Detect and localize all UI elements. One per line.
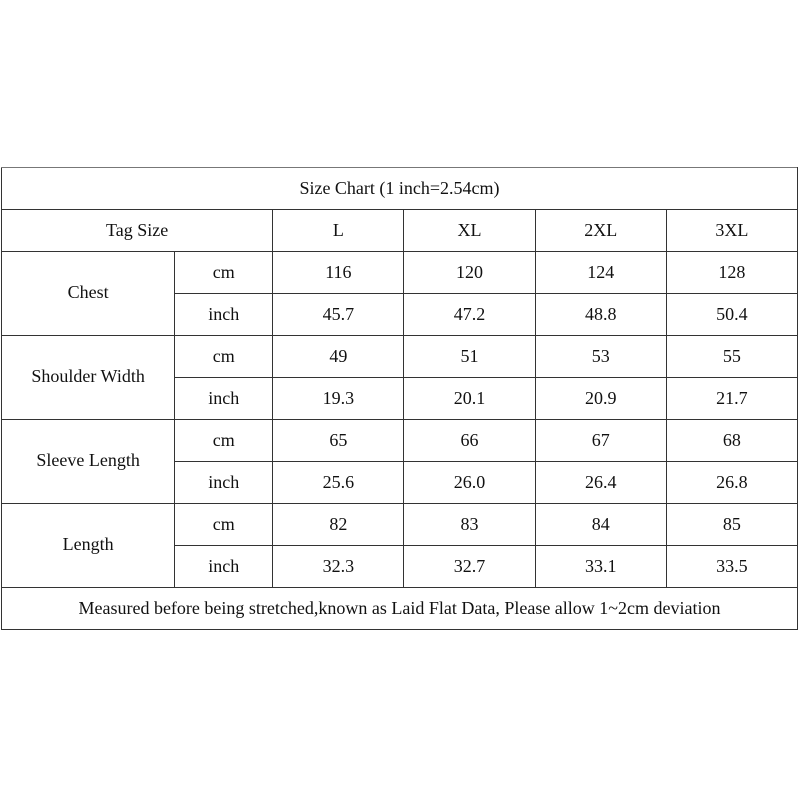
measurement-value: 48.8 xyxy=(535,294,666,336)
measurement-value: 50.4 xyxy=(666,294,797,336)
size-header: L xyxy=(273,210,404,252)
measurement-name: Sleeve Length xyxy=(2,420,175,504)
unit-label: inch xyxy=(175,294,273,336)
footer-note: Measured before being stretched,known as Laid Flat Data, Please allow 1~2cm deviation xyxy=(2,588,798,630)
length-cm-row xyxy=(2,504,798,546)
measurement-value: 55 xyxy=(666,336,797,378)
footer-row xyxy=(2,588,798,630)
shoulder-width-cm-row xyxy=(2,336,798,378)
title-row xyxy=(2,168,798,210)
size-header: 3XL xyxy=(666,210,797,252)
header-row xyxy=(2,210,798,252)
size-header: 2XL xyxy=(535,210,666,252)
unit-label: inch xyxy=(175,546,273,588)
size-header: XL xyxy=(404,210,535,252)
measurement-value: 116 xyxy=(273,252,404,294)
measurement-value: 85 xyxy=(666,504,797,546)
measurement-value: 19.3 xyxy=(273,378,404,420)
unit-label: inch xyxy=(175,378,273,420)
measurement-value: 124 xyxy=(535,252,666,294)
unit-label: cm xyxy=(175,252,273,294)
measurement-value: 45.7 xyxy=(273,294,404,336)
sleeve-length-cm-row xyxy=(2,420,798,462)
measurement-value: 21.7 xyxy=(666,378,797,420)
measurement-value: 67 xyxy=(535,420,666,462)
size-chart-body xyxy=(2,168,798,630)
chest-cm-row xyxy=(2,252,798,294)
measurement-value: 65 xyxy=(273,420,404,462)
measurement-value: 49 xyxy=(273,336,404,378)
measurement-value: 26.0 xyxy=(404,462,535,504)
measurement-name: Chest xyxy=(2,252,175,336)
unit-label: inch xyxy=(175,462,273,504)
unit-label: cm xyxy=(175,504,273,546)
measurement-value: 26.8 xyxy=(666,462,797,504)
measurement-value: 82 xyxy=(273,504,404,546)
measurement-value: 84 xyxy=(535,504,666,546)
measurement-value: 128 xyxy=(666,252,797,294)
measurement-value: 68 xyxy=(666,420,797,462)
measurement-value: 32.3 xyxy=(273,546,404,588)
measurement-value: 120 xyxy=(404,252,535,294)
measurement-value: 26.4 xyxy=(535,462,666,504)
measurement-value: 53 xyxy=(535,336,666,378)
measurement-name: Shoulder Width xyxy=(2,336,175,420)
measurement-value: 20.1 xyxy=(404,378,535,420)
measurement-value: 33.1 xyxy=(535,546,666,588)
measurement-value: 20.9 xyxy=(535,378,666,420)
measurement-value: 51 xyxy=(404,336,535,378)
measurement-value: 25.6 xyxy=(273,462,404,504)
tag-size-header: Tag Size xyxy=(2,210,273,252)
measurement-value: 32.7 xyxy=(404,546,535,588)
size-chart-table xyxy=(1,167,798,630)
measurement-name: Length xyxy=(2,504,175,588)
measurement-value: 47.2 xyxy=(404,294,535,336)
measurement-value: 83 xyxy=(404,504,535,546)
chart-title: Size Chart (1 inch=2.54cm) xyxy=(2,168,798,210)
measurement-value: 33.5 xyxy=(666,546,797,588)
measurement-value: 66 xyxy=(404,420,535,462)
unit-label: cm xyxy=(175,420,273,462)
unit-label: cm xyxy=(175,336,273,378)
